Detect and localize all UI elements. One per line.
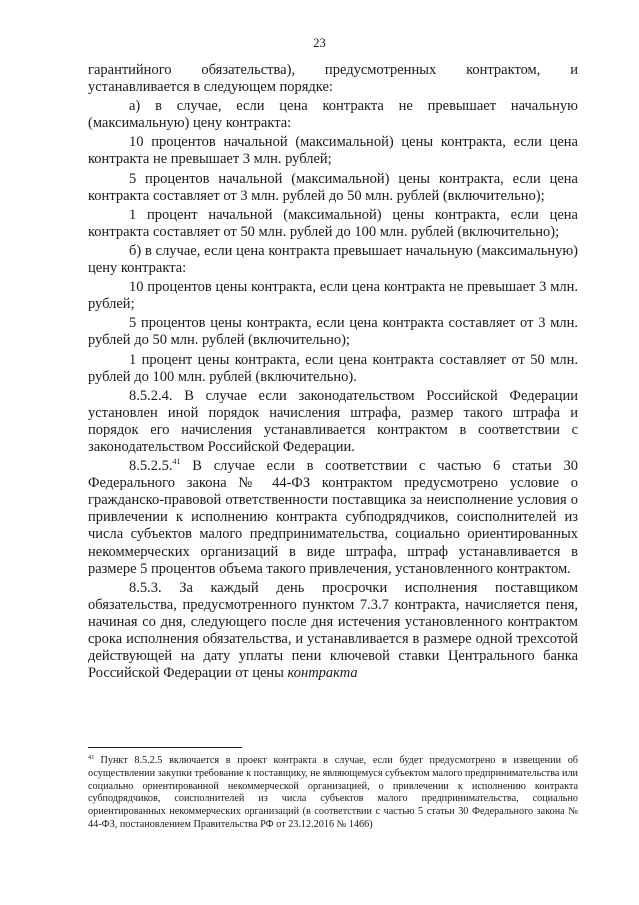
clause-text: В случае если в соответствии с частью 6 статьи 30 Федерального закона № 44-ФЗ контрактом предусмотрено условие о гражданско-правовой ответственности поставщика за неисполнение условия о привлечении к исполнению контракта субподрядчиков, соисполнителей из числа субъектов малого предпринимательства, социально ориентированных некоммерческих организаций в виде штрафа, штраф устанавливается в размере 5 процентов объема такого привлечения, установленного контрактом. — [88, 458, 578, 577]
paragraph: гарантийного обязательства), предусмотренных контрактом, и — [88, 62, 578, 78]
clause-number: 8.5.2.5. — [129, 458, 173, 475]
paragraph-8-5-3 — [88, 580, 578, 683]
footnote-marker: 41 — [88, 754, 95, 761]
paragraph-8-5-2-5 — [88, 458, 578, 578]
footnote — [88, 755, 578, 832]
page-number: 23 — [313, 36, 326, 50]
paragraph: 5 процентов цены контракта, если цена контракта составляет от 3 млн. рублей до 50 млн. рублей (включительно); — [88, 315, 578, 349]
paragraph: 1 процент начальной (максимальной) цены контракта, если цена контракта составляет от 50 млн. рублей до 100 млн. рублей (включительно); — [88, 206, 578, 240]
footnote-text: Пункт 8.5.2.5 включается в проект контракта в случае, если будет предусмотрено в извещении об осуществлении закупки требование к поставщику, не являющемуся субъектом малого предпринимательства или социально ориентированной некоммерческой организацией, о привлечении к исполнению контракта субподрядчиков, соисполнителей из числа субъектов малого предпринимательства, социально ориентированных некоммерческих организаций (в соответствии с частью 5 статьи 30 Федерального закона № 44-ФЗ, постановлением Правительства РФ от 23.12.2016 № 1466) — [88, 755, 578, 830]
paragraph-8-5-2-4: 8.5.2.4. В случае если законодательством Российской Федерации установлен иной порядок начисления штрафа, размер такого штрафа и порядок его начисления устанавливается контрактом в соответствии с законодательством Российской Федерации. — [88, 387, 578, 455]
clause-text-italic: контракта — [287, 665, 358, 682]
paragraph: 10 процентов начальной (максимальной) цены контракта, если цена контракта не превышает 3 млн. рублей; — [88, 134, 578, 168]
paragraph: б) в случае, если цена контракта превышает начальную (максимальную) цену контракта: — [88, 242, 578, 277]
paragraph: 5 процентов начальной (максимальной) цены контракта, если цена контракта составляет от 3 млн. рублей до 50 млн. рублей (включительно); — [88, 170, 578, 204]
paragraph: а) в случае, если цена контракта не превышает начальную (максимальную) цену контракта: — [88, 98, 578, 132]
paragraph: 1 процент цены контракта, если цена контракта составляет от 50 млн. рублей до 100 млн. рублей (включительно). — [88, 351, 578, 385]
footnote-divider — [88, 747, 242, 748]
paragraph: 10 процентов цены контракта, если цена контракта не превышает 3 млн. рублей; — [88, 279, 578, 313]
footnote-reference[interactable]: 41 — [172, 457, 181, 467]
document-body — [88, 62, 578, 682]
paragraph: устанавливается в следующем порядке: — [88, 79, 333, 96]
clause-text: 8.5.3. За каждый день просрочки исполнения поставщиком обязательства, предусмотренного пунктом 7.3.7 контракта, начисляется пеня, начиная со дня, следующего после дня истечения установленного контрактом срока исполнения обязательства, и устанавливается в размере одной трехсотой действующей на дату уплаты пени ключевой ставки Центрального банка Российской Федерации от цены — [88, 579, 578, 682]
